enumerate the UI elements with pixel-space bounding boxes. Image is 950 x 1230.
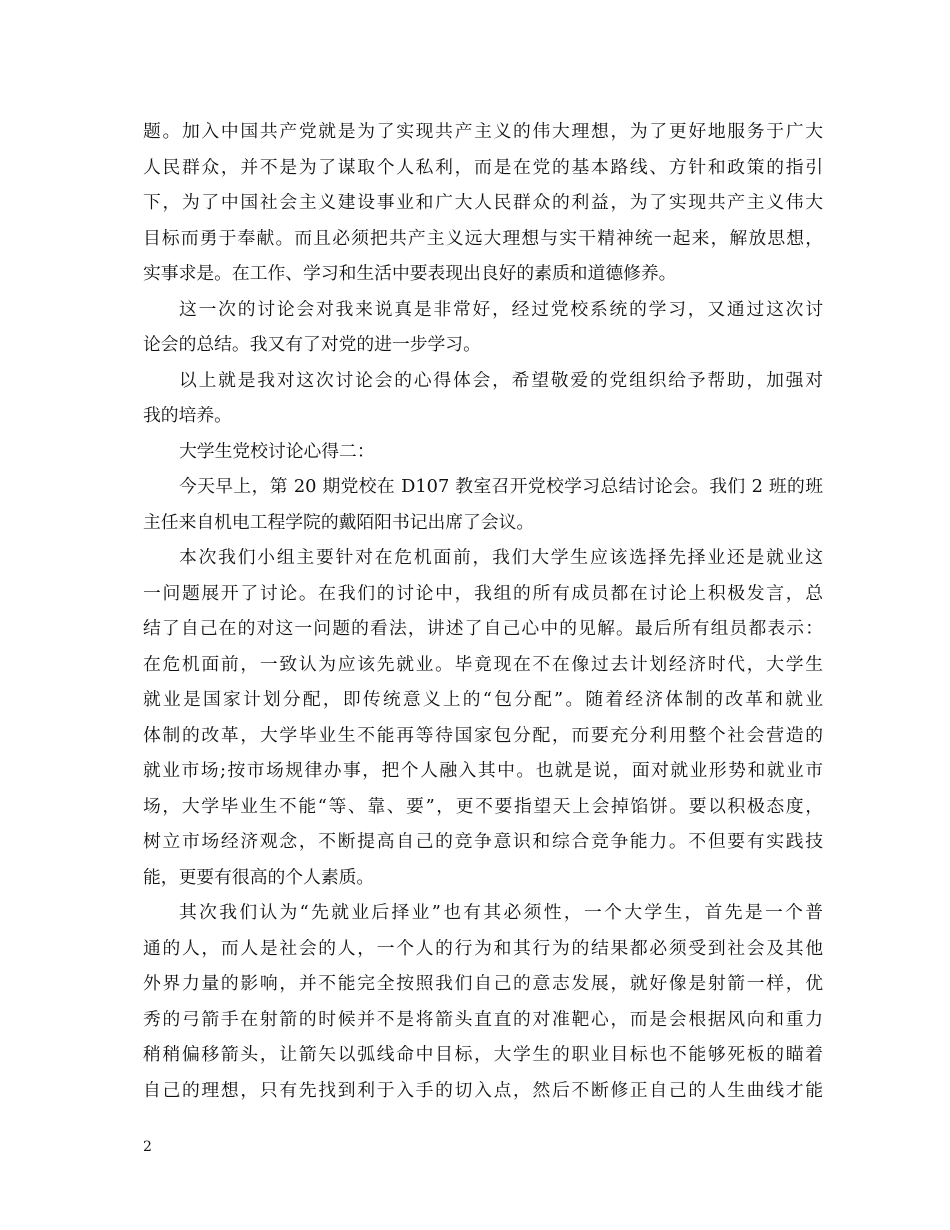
text-line: 场，大学毕业生不能“等、靠、要”，更不要指望天上会掉馅饼。要以积极态度， [143, 795, 823, 817]
text-line: 题。加入中国共产党就是为了实现共产主义的伟大理想，为了更好地服务于广大 [143, 121, 823, 142]
document-body [143, 114, 823, 1108]
text-line: 实事求是。在工作、学习和生活中要表现出良好的素质和道德修养。 [143, 263, 677, 284]
text-line: 这一次的讨论会对我来说真是非常好，经过党校系统的学习，又通过这次讨 [179, 298, 823, 320]
text-line: 人民群众，并不是为了谋取个人私利，而是在党的基本路线、方针和政策的指引 [143, 156, 823, 178]
text-line: 秀的弓箭手在射箭的时候并不是将箭头直直的对准靶心，而是会根据风向和重力 [143, 1008, 823, 1030]
text-line: 大学生党校讨论心得二： [179, 440, 375, 462]
text-line: 能，更要有很高的个人素质。 [143, 866, 375, 888]
text-line: 论会的总结。我又有了对党的进一步学习。 [143, 334, 481, 355]
text-line: 今天早上，第 20 期党校在 D107 教室召开党校学习总结讨论会。我们 2 班的班 [179, 476, 823, 497]
page-number: 2 [143, 1139, 152, 1155]
text-line: 稍稍偏移箭头，让箭矢以弧线命中目标，大学生的职业目标也不能够死板的瞄着 [143, 1044, 823, 1065]
text-line: 就业是国家计划分配，即传统意义上的“包分配”。随着经济体制的改革和就业 [143, 689, 823, 710]
text-line: 树立市场经济观念，不断提高自己的竞争意识和综合竞争能力。不但要有实践技 [143, 831, 823, 852]
text-line: 一问题展开了讨论。在我们的讨论中，我组的所有成员都在讨论上积极发言，总 [143, 582, 823, 604]
text-line: 在危机面前，一致认为应该先就业。毕竟现在不在像过去计划经济时代，大学生 [143, 653, 823, 675]
text-line: 外界力量的影响，并不能完全按照我们自己的意志发展，就好像是射箭一样，优 [143, 973, 823, 994]
text-line: 目标而勇于奉献。而且必须把共产主义远大理想与实干精神统一起来，解放思想， [143, 227, 823, 249]
text-line: 就业市场;按市场规律办事，把个人融入其中。也就是说，面对就业形势和就业市 [143, 760, 823, 781]
text-line: 通的人，而人是社会的人，一个人的行为和其行为的结果都必须受到社会及其他 [143, 937, 823, 959]
text-line: 本次我们小组主要针对在危机面前，我们大学生应该选择先择业还是就业这 [179, 547, 823, 568]
text-line: 以上就是我对这次讨论会的心得体会，希望敬爱的党组织给予帮助，加强对 [179, 369, 823, 391]
text-line: 下，为了中国社会主义建设事业和广大人民群众的利益，为了实现共产主义伟大 [143, 192, 823, 213]
text-line: 其次我们认为“先就业后择业”也有其必须性，一个大学生，首先是一个普 [179, 902, 823, 923]
text-line: 我的培养。 [143, 405, 232, 426]
text-line: 体制的改革，大学毕业生不能再等待国家包分配，而要充分利用整个社会营造的 [143, 724, 823, 746]
text-line: 自己的理想，只有先找到利于入手的切入点，然后不断修正自己的人生曲线才能 [143, 1079, 823, 1101]
text-line: 结了自己在的对这一问题的看法，讲述了自己心中的见解。最后所有组员都表示： [143, 618, 823, 639]
text-line: 主任来自机电工程学院的戴陌阳书记出席了会议。 [143, 511, 535, 533]
